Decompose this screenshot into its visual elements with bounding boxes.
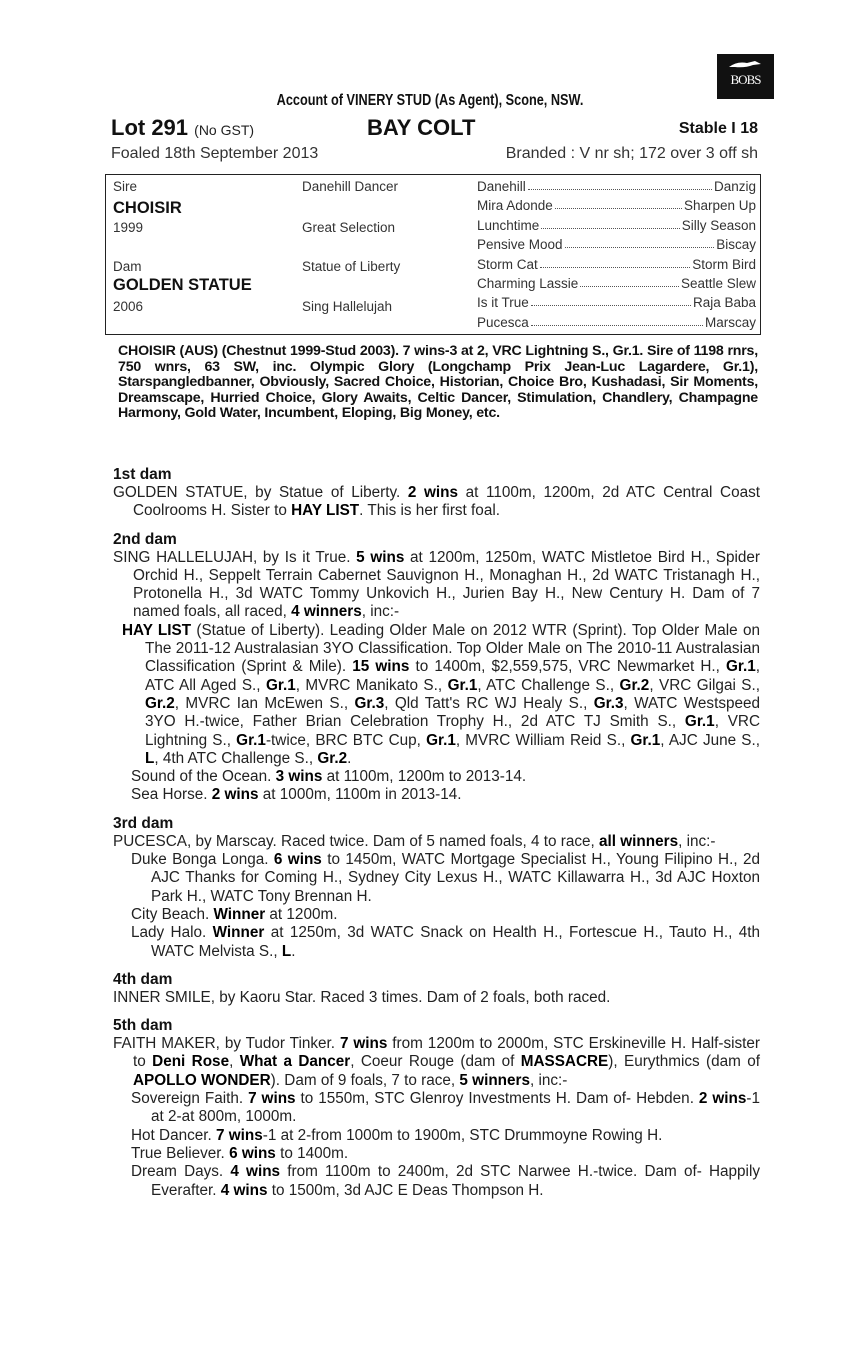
bold-text: Gr.1	[684, 713, 715, 731]
third-generation-row	[477, 237, 756, 252]
ancestor-sire: Marscay	[704, 314, 756, 330]
text: , MVRC William Reid S.,	[455, 731, 631, 749]
ancestor-name: Pucesca	[477, 314, 529, 330]
lot-label: Lot 291	[111, 115, 189, 140]
dam-heading: 1st dam	[113, 466, 172, 483]
produce-entry	[113, 786, 760, 804]
text: , VRC Lightning S.,	[145, 713, 761, 749]
bold-text: Gr.3	[354, 694, 385, 712]
vendor-account: Account of VINERY STUD (As Agent), Scone, NSW.	[276, 92, 584, 109]
text: at 1250m, 3d WATC Snack on Health H., Fortescue H., Tauto H., 4th WATC Melvista S.,	[151, 924, 761, 960]
third-generation-row	[477, 218, 756, 233]
bold-text: all winners	[599, 832, 679, 850]
produce-entry	[113, 833, 760, 851]
gst-note: (No GST)	[194, 122, 255, 138]
dot-leader	[555, 198, 682, 209]
bold-text: 3 wins	[275, 768, 323, 786]
text: to 1400m, $2,559,575, VRC Newmarket H.,	[409, 658, 726, 676]
text: -1 at 2-from 1000m to 1900m, STC Drummoyne Rowing H.	[262, 1126, 663, 1144]
dam-year: 2006	[113, 299, 144, 314]
horse-rider-icon	[727, 60, 763, 69]
bold-text: Gr.2	[619, 676, 650, 694]
text: GOLDEN STATUE, by Statue of Liberty.	[113, 484, 408, 501]
dam-heading: 2nd dam	[113, 530, 177, 548]
bold-text: 2 wins	[211, 786, 259, 804]
bold-text: Gr.2	[145, 694, 175, 712]
stable-number: Stable I 18	[678, 120, 758, 137]
produce-entry	[113, 1035, 760, 1090]
dot-leader	[531, 315, 703, 326]
bold-text: 2 wins	[407, 484, 459, 501]
third-generation-row	[477, 198, 756, 213]
bold-text: Gr.1	[447, 676, 478, 694]
text: at 1100m, 1200m, 2d ATC Central Coast Coolrooms H. Sister to	[133, 484, 760, 520]
text: to 1500m, 3d AJC E Deas Thompson H.	[267, 1181, 544, 1199]
dam-label: Dam	[113, 259, 142, 274]
third-generation-row	[477, 179, 756, 194]
text: ). Dam of 9 foals, 7 to race,	[270, 1071, 460, 1089]
text: , Qld Tatt's RC WJ Healy S.,	[384, 694, 594, 712]
dam-dam: Sing Hallelujah	[302, 299, 393, 314]
brand-marks: Branded : V nr sh; 172 over 3 off sh	[505, 145, 758, 162]
produce-entry	[113, 906, 760, 924]
bold-text: APOLLO WONDER	[133, 1071, 271, 1089]
bold-text: 4 winners	[291, 603, 362, 621]
produce-entry	[113, 768, 760, 786]
third-generation-row	[477, 257, 756, 272]
ancestor-name: Is it True	[477, 295, 529, 311]
bold-text: Gr.1	[630, 731, 661, 749]
dam-heading: 4th dam	[113, 970, 173, 988]
text: FAITH MAKER, by Tudor Tinker.	[113, 1035, 340, 1053]
bold-text: 7 wins	[248, 1090, 296, 1108]
bold-text: L	[281, 942, 292, 960]
ancestor-sire: Danzig	[713, 179, 756, 194]
text: SING HALLELUJAH, by Is it True.	[113, 548, 357, 566]
text: INNER SMILE, by Kaoru Star. Raced 3 times. Dam of 2 foals, both raced.	[113, 988, 611, 1006]
text: Dream Days.	[131, 1163, 231, 1181]
dam-sire: Statue of Liberty	[302, 259, 401, 274]
text: Sound of the Ocean.	[131, 768, 276, 786]
text: ,	[229, 1053, 240, 1071]
bold-text: 4 wins	[220, 1181, 268, 1199]
dot-leader	[580, 276, 679, 287]
produce-entry	[113, 1127, 760, 1145]
text: -twice, BRC BTC Cup,	[265, 731, 427, 749]
ancestor-name: Storm Cat	[477, 256, 538, 272]
ancestor-name: Lunchtime	[477, 217, 540, 233]
ancestor-sire: Sharpen Up	[683, 198, 756, 214]
sire-sire: Danehill Dancer	[302, 179, 399, 194]
dam-heading: 5th dam	[113, 1017, 173, 1035]
bold-text: 15 wins	[352, 658, 410, 676]
text: True Believer.	[131, 1144, 230, 1162]
ancestor-sire: Silly Season	[681, 217, 756, 233]
text: , VRC Gilgai S.,	[649, 676, 760, 694]
ancestor-sire: Biscay	[716, 237, 756, 253]
sire-dam: Great Selection	[302, 220, 396, 235]
third-generation-row	[477, 315, 756, 330]
text: at 1200m, 1250m, WATC Mistletoe Bird H., Spider Orchid H., Seppelt Terrain Cabernet Sauvignon H., Monaghan H., 2d WATC Tristanagh H., Protonella H., 3d WATC Tommy Unkovich H., Jurien Bay H., New Century H. Dam of 7 named foals, all raced,	[133, 548, 761, 621]
horse-description: BAY COLT	[367, 115, 476, 140]
text: , MVRC Manikato S.,	[295, 676, 448, 694]
text: -1 at 2-at 800m, 1000m.	[151, 1090, 761, 1126]
bold-text: HAY LIST	[122, 621, 192, 639]
text: , inc:-	[361, 603, 400, 621]
text: , WATC Westspeed 3YO H.-twice, Father Brian Celebration Trophy H., 2d ATC TJ Smith S.,	[145, 694, 761, 731]
bold-text: What a Dancer	[239, 1053, 351, 1071]
ancestor-sire: Raja Baba	[692, 295, 756, 311]
text: Hot Dancer.	[131, 1126, 217, 1144]
text: .	[347, 749, 352, 767]
bold-text: 7 wins	[216, 1126, 263, 1144]
text: Duke Bonga Longa.	[131, 851, 274, 869]
text: ), Eurythmics (dam of	[608, 1053, 760, 1071]
produce-record	[113, 456, 760, 1200]
logo-text: BOBS	[730, 72, 761, 87]
bold-text: 4 wins	[230, 1163, 281, 1181]
bold-text: L	[145, 749, 155, 767]
bold-text: 5 winners	[459, 1071, 530, 1089]
pedigree-table	[105, 174, 761, 335]
text: to 1400m.	[275, 1144, 349, 1162]
ancestor-sire: Storm Bird	[692, 256, 756, 272]
bold-text: Gr.2	[317, 749, 348, 767]
sire-name: CHOISIR	[113, 199, 182, 217]
text: Lady Halo.	[131, 924, 213, 942]
bold-text: HAY LIST	[291, 502, 360, 520]
produce-entry	[113, 622, 760, 768]
text: Sea Horse.	[131, 786, 212, 804]
ancestor-name: Charming Lassie	[477, 276, 579, 291]
bold-text: Winner	[213, 905, 266, 923]
produce-entry	[113, 989, 760, 1007]
dot-leader	[528, 179, 712, 190]
bold-text: 5 wins	[356, 548, 405, 566]
bold-text: 2 wins	[698, 1090, 747, 1108]
lot-number	[111, 115, 254, 141]
bold-text: Deni Rose	[152, 1053, 230, 1071]
text: , inc:-	[678, 832, 716, 850]
ancestor-name: Mira Adonde	[477, 198, 553, 214]
sire-year: 1999	[113, 220, 144, 235]
bold-text: Gr.1	[236, 731, 266, 749]
text: (Statue of Liberty). Leading Older Male on 2012 WTR (Sprint). Top Older Male on The 2011-12 Australasian 3YO Classification. Top Older Male on The 2010-11 Australasian Classification (Sprint & Mile).	[145, 621, 760, 676]
produce-entry	[113, 1090, 760, 1127]
text: , Coeur Rouge (dam of	[350, 1053, 521, 1071]
text: Sovereign Faith.	[131, 1090, 249, 1108]
sire-summary: CHOISIR (AUS) (Chestnut 1999-Stud 2003). 7 wins-3 at 2, VRC Lightning S., Gr.1. Sire of 1198 rnrs, 750 wnrs, 63 SW, inc. Olympic Glory (Longchamp Prix Jean-Luc Lagardere, Gr.1), Starspangledbanner, Obviously, Sacred Choice, Historian, Choice Bro, Kushadasi, Sir Moments, Dreamscape, Hurried Choice, Glory Awaits, Celtic Dancer, Stimulation, Chandlery, Champagne Harmony, Gold Water, Incumbent, Eloping, Big Money, etc.	[118, 343, 758, 422]
produce-entry	[113, 1145, 760, 1163]
bold-text: Gr.1	[426, 731, 456, 749]
text: , ATC Challenge S.,	[477, 676, 620, 694]
produce-entry	[113, 851, 760, 906]
dot-leader	[565, 237, 715, 248]
bold-text: Gr.1	[265, 676, 296, 694]
text: , MVRC Ian McEwen S.,	[174, 694, 355, 712]
text: City Beach.	[131, 905, 214, 923]
bold-text: MASSACRE	[520, 1053, 609, 1071]
text: PUCESCA, by Marscay. Raced twice. Dam of 5 named foals, 4 to race,	[113, 832, 600, 850]
bold-text: 6 wins	[273, 851, 322, 869]
ancestor-sire: Seattle Slew	[680, 276, 756, 291]
bold-text: Winner	[212, 924, 265, 942]
dot-leader	[541, 218, 679, 229]
sire-label: Sire	[113, 179, 138, 194]
text: .	[291, 942, 296, 960]
bold-text: 6 wins	[229, 1144, 276, 1162]
text: to 1550m, STC Glenroy Investments H. Dam of- Hebden.	[295, 1090, 699, 1108]
dam-heading: 3rd dam	[113, 814, 174, 832]
third-generation-row	[477, 276, 756, 291]
text: . This is her first foal.	[359, 502, 500, 520]
text: from 1200m to 2000m, STC Erskineville H. Half-sister to	[133, 1035, 760, 1071]
third-generation-row	[477, 295, 756, 310]
dot-leader	[540, 257, 690, 268]
text: at 1200m.	[265, 905, 338, 923]
produce-entry	[113, 549, 760, 622]
text: , 4th ATC Challenge S.,	[154, 749, 318, 767]
text: to 1450m, WATC Mortgage Specialist H., Young Filipino H., 2d AJC Thanks for Coming H., Sydney City Lexus H., WATC Killawarra H., 3d AJC Hoxton Park H., WATC Tony Brennan H.	[151, 851, 761, 905]
text: from 1100m to 2400m, 2d STC Narwee H.-twice. Dam of- Happily Everafter.	[151, 1163, 760, 1199]
bold-text: Gr.3	[593, 694, 624, 712]
text: , AJC June S.,	[660, 731, 760, 749]
foaled-date: Foaled 18th September 2013	[111, 145, 319, 162]
bold-text: 7 wins	[339, 1035, 388, 1053]
text: , ATC All Aged S.,	[145, 658, 760, 694]
produce-entry	[113, 1163, 760, 1200]
produce-entry	[113, 924, 760, 961]
text: at 1100m, 1200m to 2013-14.	[322, 768, 527, 786]
dam-name: GOLDEN STATUE	[113, 276, 252, 294]
bold-text: Gr.1	[725, 658, 756, 676]
text: at 1000m, 1100m in 2013-14.	[258, 786, 462, 804]
ancestor-name: Pensive Mood	[477, 237, 563, 253]
ancestor-name: Danehill	[477, 179, 526, 194]
produce-entry	[113, 484, 760, 521]
dot-leader	[531, 295, 691, 306]
text: , inc:-	[529, 1071, 568, 1089]
